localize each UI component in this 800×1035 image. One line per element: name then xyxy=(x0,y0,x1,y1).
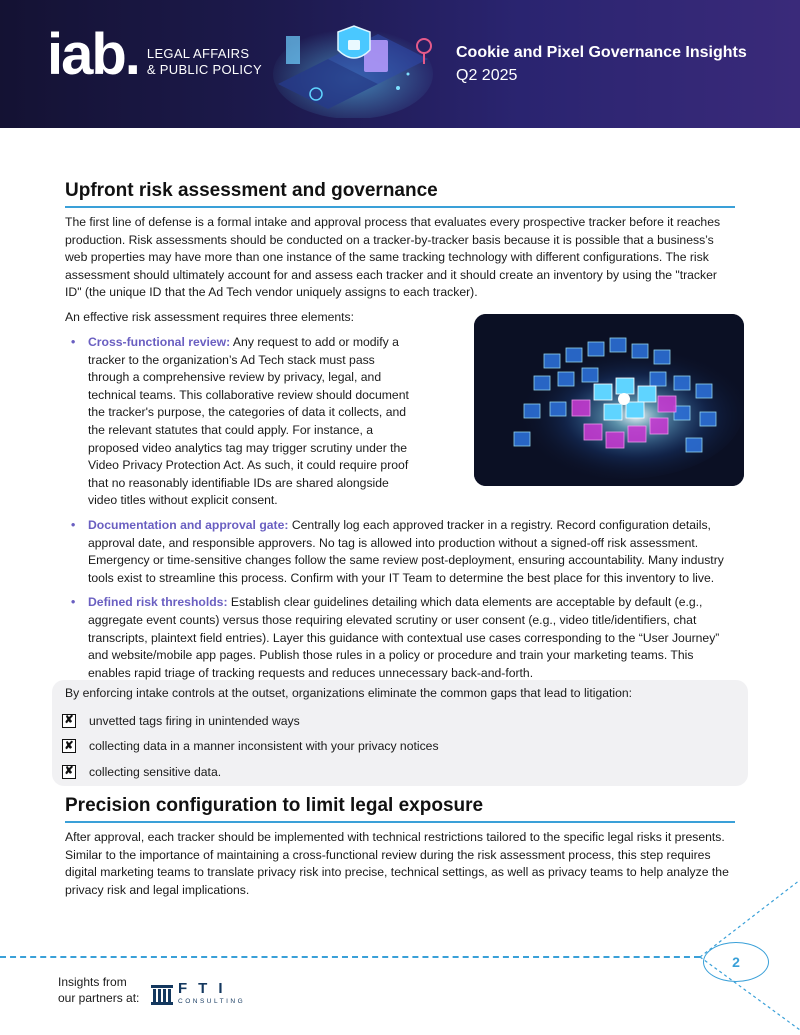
bullet-title: Documentation and approval gate: xyxy=(88,517,289,532)
litigation-gaps-list xyxy=(62,708,439,785)
partner-credit xyxy=(58,974,139,1006)
list-item xyxy=(65,594,735,682)
bullet-text: Centrally log each approved tracker in a registry. Record configuration details, approval date, and responsible approvers. No tag is allowed into production without a signed-off risk assessment. Emergency or time-sensitive changes follow the same review post-deployment, ensuring accountability. Many industry tools exist to streamline this process. Confirm with your IT Team to determine the best place for this inventory to live. xyxy=(88,517,724,585)
page-number-badge: 2 xyxy=(703,942,769,982)
logo-sub-line2: & PUBLIC POLICY xyxy=(146,62,262,77)
iab-logo-subtitle xyxy=(147,46,262,78)
fti-consulting-logo xyxy=(151,982,245,1005)
bullet-text: Any request to add or modify a tracker to the organization’s Ad Tech stack must pass through a comprehensive review by privacy, legal, and technical teams. This collaborative review should document the tracker's purpose, the categories of data it collects, and the relevant statutes that could apply. For instance, a proposed video analytics tag may trigger scrutiny under the Video Privacy Protection Act. As such, it could require proof that no reasonably identifiable IDs are shared alongside video titles without explicit consent. xyxy=(88,335,409,508)
list-item xyxy=(62,708,439,734)
security-illustration-icon xyxy=(268,14,448,118)
list-item xyxy=(65,517,735,587)
gap-text: collecting sensitive data. xyxy=(89,764,222,779)
list-item xyxy=(62,734,439,760)
page-header xyxy=(0,0,800,128)
fti-consulting-text: CONSULTING xyxy=(178,998,246,1005)
section-intro-paragraph: The first line of defense is a formal intake and approval process that evaluates every prospective tracker before it reaches production. Risk assessments should be conducted on a tracker-by-tracker basis because it is possible that a business’s web properties may have more than one instance of the same tracking technology with different configurations. The risk assessment should ultimately account for and assess each tracker and it should create an inventory by using the "tracker ID" (the unique ID that the Ad Tech vendor uniquely assigns to each tracker). xyxy=(65,215,721,300)
fti-wordmark: FTI xyxy=(178,980,234,997)
section-heading-precision-config: Precision configuration to limit legal exposure xyxy=(65,795,735,823)
fti-columns-icon xyxy=(151,983,173,1005)
bullet-title: Cross-functional review: xyxy=(88,335,231,349)
x-box-icon: ✘ xyxy=(62,765,76,779)
partner-line-1: Insights from xyxy=(58,975,127,989)
iab-logo-mark: iab. xyxy=(47,22,139,87)
bullet-title: Defined risk thresholds: xyxy=(88,595,228,610)
list-item xyxy=(62,759,439,785)
bullet-text: Establish clear guidelines detailing which data elements are acceptable by default (e.g., aggregate event counts) versus those requiring elevated scrutiny or user consent (e.g., video title/identifiers, chat transcripts, plaintext field entries). Layer this guidance with contextual use cases corresponding to the “User Journey” and website/mobile app pages. Publish those rules in a policy or procedure and train your marketing teams. This enables rapid triage of tracking requests and reduces unnecessary back-and-forth. xyxy=(88,595,720,680)
report-period: Q2 2025 xyxy=(456,67,518,84)
iab-logo xyxy=(47,22,262,87)
x-box-icon: ✘ xyxy=(62,739,76,753)
risk-elements-list xyxy=(65,334,735,689)
elements-lead-text: An effective risk assessment requires three elements: xyxy=(65,310,355,324)
section-heading-risk-assessment: Upfront risk assessment and governance xyxy=(65,180,735,208)
callout-lead-text: By enforcing intake controls at the outset, organizations eliminate the common gaps that lead to litigation: xyxy=(65,686,633,700)
logo-sub-line1: LEGAL AFFAIRS xyxy=(146,46,250,61)
gap-text: collecting data in a manner inconsistent with your privacy notices xyxy=(89,739,439,754)
x-box-icon: ✘ xyxy=(62,714,76,728)
list-item xyxy=(65,334,415,510)
partner-line-2: our partners at: xyxy=(58,991,140,1005)
section-body-paragraph: After approval, each tracker should be implemented with technical restrictions tailored to the specific legal risks it presents. Similar to the importance of maintaining a cross-functional review during the risk assessment process, this step requires digital marketing teams to translate privacy risk into precise, technical settings, as well as privacy teams to help analyze the privacy risk and legal implications. xyxy=(65,830,729,897)
report-title: Cookie and Pixel Governance Insights xyxy=(456,44,747,61)
gap-text: unvetted tags firing in unintended ways xyxy=(89,713,300,728)
footer-divider xyxy=(0,956,700,958)
